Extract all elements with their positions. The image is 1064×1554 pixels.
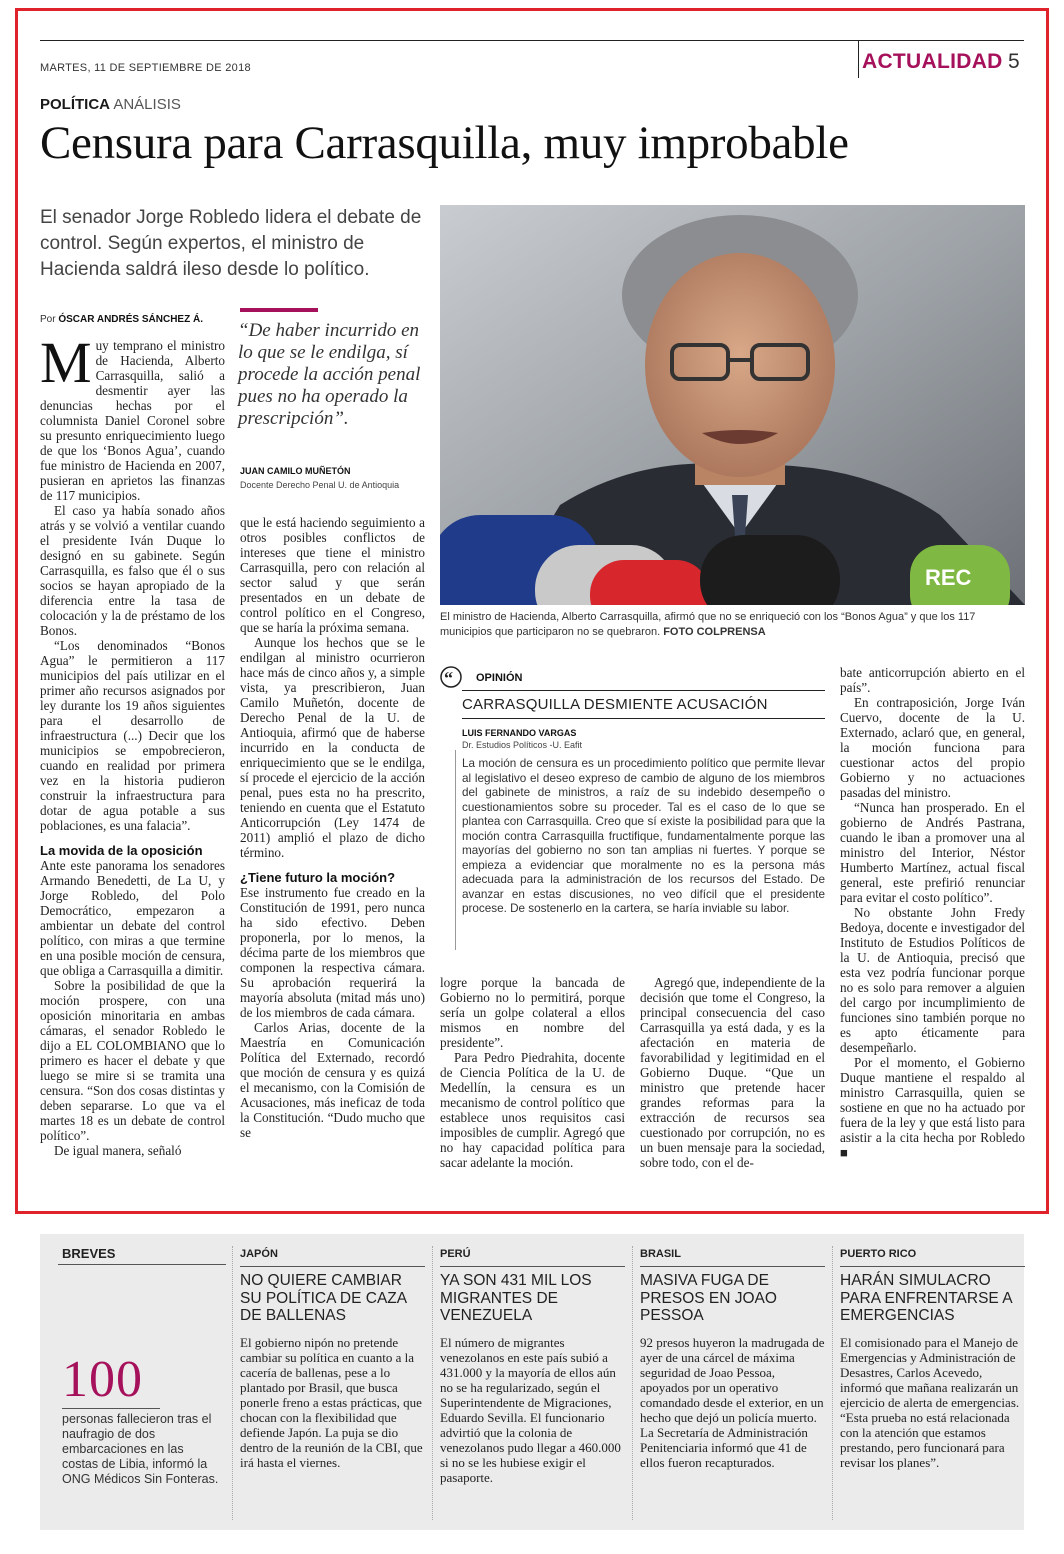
brief-place: PERÚ bbox=[440, 1248, 471, 1260]
article-column-4 bbox=[640, 975, 825, 1170]
opinion-rule bbox=[462, 718, 825, 719]
article-paragraph: que le está haciendo seguimiento a otros posibles conflictos de intereses que tiene el ministro Carrasquilla, pero con relación al sector salud y que serán presentados en un debate de control político en el Congreso, que se haría la próxima semana. bbox=[240, 515, 425, 635]
kicker-topic: POLÍTICA bbox=[40, 96, 110, 113]
article-paragraph: No obstante John Fredy Bedoya, docente e investigador del Instituto de Estudios Políticos de la U. de Antioquia, precisó que esta vez podría funcionar porque no es solo para remover a alguien del cargo por incumplimiento de funciones sino también porque no es apto éticamente para desempeñarlo. bbox=[840, 905, 1025, 1055]
article-paragraph: En contraposición, Jorge Iván Cuervo, docente de la U. Externado, aclaró que, en general, la moción funciona para cuestionar actos del propio Gobierno y no actuaciones pasadas del ministro. bbox=[840, 695, 1025, 800]
pull-quote: “De haber incurrido en lo que se le endilga, sí procede la acción penal pues no ha operado la prescripción”. bbox=[238, 320, 421, 429]
drop-cap: M bbox=[40, 330, 92, 395]
article-column-3 bbox=[440, 975, 625, 1170]
brief-item bbox=[840, 1248, 1025, 1470]
byline bbox=[40, 314, 203, 325]
article-paragraph: De igual manera, señaló bbox=[54, 1143, 182, 1158]
subhead: ¿Tiene futuro la moción? bbox=[240, 870, 396, 885]
end-mark: ■ bbox=[840, 1145, 848, 1160]
brief-title: HARÁN SIMULACRO PARA ENFRENTARSE A EMERGENCIAS bbox=[840, 1272, 1012, 1324]
article-paragraph: Por el momento, el Gobierno Duque mantiene el respaldo al ministro Carrasquilla, quien se sostiene en que no ha actuado por fuera de la ley y que está listo para asistir a la cita hecha por Robledo ■ bbox=[840, 1055, 1025, 1160]
brief-text: 92 presos huyeron la madrugada de ayer de una cárcel de máxima seguridad de Joao Pessoa, apoyados por un operativo comandado desde el exterior, en un hecho que dejó un policía muerto. La Secretaría de Administración Penitenciaria informó que 41 de ellos fueron recapturados. bbox=[640, 1334, 825, 1470]
brief-rule bbox=[840, 1266, 1025, 1267]
breves-title: BREVES bbox=[62, 1246, 116, 1261]
brief-title: NO QUIERE CAMBIAR SU POLÍTICA DE CAZA DE BALLENAS bbox=[240, 1272, 407, 1324]
quote-rule bbox=[240, 308, 318, 312]
breves-big-number: 100 bbox=[62, 1351, 143, 1408]
article-paragraph: Carlos Arias, docente de la Maestría en Comunicación Política del Externado, recordó que moción de censura y es quizá el mecanismo, con la Comisión de Acusaciones, más ineficaz de toda la Constitución. “Dudo mucho que se bbox=[240, 1020, 425, 1140]
brief-title: YA SON 431 MIL LOS MIGRANTES DE VENEZUELA bbox=[440, 1272, 592, 1324]
column-separator bbox=[832, 1246, 833, 1520]
breves-number-rule bbox=[62, 1408, 160, 1409]
brief-item bbox=[640, 1248, 825, 1470]
article-paragraph: Aunque los hechos que se le endilgan al ministro ocurrieron hace más de cinco años y, a simple vista, ya prescribieron, Juan Camilo Muñetón, docente de Derecho Penal de la U. de Antioquia, afirmó que de haberse incurrido en la conducta de enriquecimiento que se le endilga, sí procede el ejercicio de la acción penal, pues esta no ha prescrito, teniendo en cuenta que el Estatuto Anticorrupción (Ley 1474 de 2011) amplió el plazo de dicho término. bbox=[240, 635, 425, 860]
column-separator bbox=[432, 1246, 433, 1520]
breves-rule bbox=[58, 1264, 226, 1265]
article-paragraph: Sobre la posibilidad de que la moción prospere, con una oposición minoritaria en ambas cámaras, el senador Robledo le dijo a EL COLOMBIANO que lo primero es hacer el debate y que luego se mire si se tramita una censura. “Son dos cosas distintas y deben separarse. Lo que va el martes 18 es un debate de control político”. bbox=[40, 978, 225, 1143]
kicker bbox=[40, 96, 181, 113]
dateline: MARTES, 11 DE SEPTIEMBRE DE 2018 bbox=[40, 62, 251, 74]
section-name: ACTUALIDAD bbox=[862, 50, 1003, 73]
brief-item bbox=[440, 1248, 625, 1485]
article-column-5 bbox=[840, 665, 1025, 1160]
photo-caption bbox=[440, 610, 1025, 640]
mic-label: REC bbox=[925, 565, 972, 590]
deck: El senador Jorge Robledo lidera el debate de control. Según expertos, el ministro de Hacienda saldrá ileso desde lo político. bbox=[40, 207, 422, 280]
article-paragraph: bate anticorrupción abierto en el país”. bbox=[840, 665, 1025, 695]
svg-text:“: “ bbox=[444, 668, 453, 688]
column-separator bbox=[632, 1246, 633, 1520]
quote-marks-icon bbox=[440, 666, 462, 688]
quote-role: Docente Derecho Penal U. de Antioquia bbox=[240, 480, 400, 490]
quote-author: JUAN CAMILO MUÑETÓN bbox=[240, 466, 351, 476]
opinion-divider bbox=[455, 750, 456, 950]
column-separator bbox=[232, 1246, 233, 1520]
opinion-author: LUIS FERNANDO VARGAS bbox=[462, 728, 577, 738]
breves-number-text: personas fallecieron tras el naufragio de dos embarcaciones en las costas de Libia, informó la ONG Médicos Sin Fonteras. bbox=[62, 1412, 219, 1486]
brief-rule bbox=[440, 1266, 625, 1267]
headline: Censura para Carrasquilla, muy improbable bbox=[40, 117, 849, 169]
kicker-type: ANÁLISIS bbox=[113, 96, 181, 113]
article-paragraph: Para Pedro Piedrahita, docente de Ciencia Política de la U. de Medellín, la censura es un mecanismo de control político que establece unos requisitos casi imposibles de cumplir. Agregó que no hay capacidad política para sacar adelante la moción. bbox=[440, 1050, 625, 1170]
brief-text: El comisionado para el Manejo de Emergencias y Administración de Desastres, Carlos Acevedo, informó que mañana realizarán un ejercicio de alerta de emergencias. “Esta prueba no está relacionada con la atención que estamos prestando, pero funcionará para revisar los planes”. bbox=[840, 1334, 1020, 1470]
byline-prefix: Por bbox=[40, 314, 56, 325]
opinion-label: OPINIÓN bbox=[476, 672, 523, 684]
article-column-1 bbox=[40, 330, 225, 1158]
article-paragraph: “Nunca han prosperado. En el gobierno de Andrés Pastrana, cuando le iban a promover una al ministro del Interior, Néstor Humberto Martínez, actual fiscal general, este prefirió renunciar para evitar el costo político”. bbox=[840, 800, 1025, 905]
article-paragraph: logre porque la bancada de Gobierno no lo permitirá, porque sería un golpe colateral a ellos mismos en nombre del presidente”. bbox=[440, 975, 625, 1050]
article-paragraph: Ante este panorama los senadores Armando Benedetti, de La U, y Jorge Robledo, del Polo Democrático, empezaron a ambientar un debate del control político, con miras a que termine en una posible moción de censura, que obliga a Carrasquilla a dimitir. bbox=[40, 858, 225, 978]
subhead: La movida de la oposición bbox=[40, 843, 203, 858]
brief-text: El gobierno nipón no pretende cambiar su política en cuanto a la cacería de ballenas, pese a lo plantado por Brasil, que busca ponerle freno a estas prácticas, que chocan con la flexibilidad que defiende Japón. La puja se dio dentro de la reunión de la CBI, que irá hasta el viernes. bbox=[240, 1334, 423, 1470]
article-paragraph: El caso ya había sonado años atrás y se volvió a ventilar cuando el presidente Iván Duque lo designó en su gabinete. Según Carrasquilla, es falso que él o sus socios se hayan apropiado de la diferencia entre la tasa de colocación y la de préstamo de los Bonos. bbox=[40, 503, 225, 638]
article-paragraph: “Los denominados “Bonos Agua” le permitieron a 117 municipios del país utilizar en el primer año recursos asignados por ley durante los 19 años siguientes para el desarrollo de infraestructura (...) Decir que los municipios se empobrecieron, cuando en realidad por primera vez en la historia pudieron construir la infraestructura para dotar de agua potable a sus poblaciones, es una falacia”. bbox=[40, 638, 225, 833]
article-photo bbox=[440, 205, 1025, 605]
brief-place: BRASIL bbox=[640, 1248, 681, 1260]
brief-title: MASIVA FUGA DE PRESOS EN JOAO PESSOA bbox=[640, 1272, 777, 1324]
caption-text: El ministro de Hacienda, Alberto Carrasquilla, afirmó que no se enriqueció con los “Bonos Agua” y que los 117 municipios que participaron no se quebraron. bbox=[440, 611, 976, 638]
brief-place: JAPÓN bbox=[240, 1248, 278, 1260]
opinion-role: Dr. Estudios Políticos -U. Eafit bbox=[462, 740, 583, 750]
article-paragraph: Ese instrumento fue creado en la Constitución de 1991, pero nunca ha sido efectivo. Deben proponerla, por lo menos, la décima parte de los miembros que componen la respectiva cámara. Su aprobación requerirá la mayoría absoluta (mitad más uno) de los miembros de cada cámara. bbox=[240, 885, 425, 1020]
brief-rule bbox=[240, 1266, 425, 1267]
article-paragraph: Muy temprano el ministro de Hacienda, Alberto Carrasquilla, salió a desmentir ayer las denuncias hechas por el columnista Daniel Coronel sobre su presunto enriquecimiento luego de que los ‘Bonos Agua’, cuando fue ministro de Hacienda en 2007, pusieran en aprietos las finanzas de 117 municipios. bbox=[40, 330, 225, 503]
photo-credit: FOTO COLPRENSA bbox=[663, 626, 766, 638]
article-column-2 bbox=[240, 515, 425, 1140]
brief-rule bbox=[640, 1266, 825, 1267]
article-paragraph: Agregó que, independiente de la decisión que tome el Congreso, la principal consecuencia del caso Carrasquilla ya está dada, y es la afectación en materia de favorabilidad y legitimidad en el Gobierno Duque. “Que un ministro que pretende hacer grandes reformas para la extracción de recursos sea cuestionado por corrupción, no es un buen mensaje para la sociedad, sobre todo, con el de- bbox=[640, 975, 826, 1170]
opinion-title: CARRASQUILLA DESMIENTE ACUSACIÓN bbox=[462, 696, 768, 713]
brief-item bbox=[240, 1248, 425, 1470]
brief-place: PUERTO RICO bbox=[840, 1248, 917, 1260]
page-number: 5 bbox=[1008, 50, 1020, 73]
brief-text: El número de migrantes venezolanos en este país subió a 431.000 y la mayoría de ellos aún no se ha regularizado, según el Superintendente de Migraciones, Eduardo Sevilla. El funcionario advirtió que la colonia de venezolanos pudo llegar a 460.000 si no se les hubiese exigir el pasaporte. bbox=[440, 1334, 621, 1485]
opinion-rule bbox=[462, 690, 825, 691]
byline-author: ÓSCAR ANDRÉS SÁNCHEZ Á. bbox=[58, 314, 203, 325]
opinion-body: La moción de censura es un procedimiento político que permite llevar al legislativo el deseo expreso de cambio de alguno de los miembros del gabinete de ministros, a raíz de su indebido desempeño o cuestionamientos sobre su proceder. Tal es el caso de lo que se plantea con Carrasquilla. Creo que sí existe la posibilidad para que la moción contra Carrasquilla fructifique, fundamentalmente porque las mayorías del gobierno no son tan amplias ni fuertes. Y porque se empieza a evidenciar que moralmente no es la persona más adecuada para la administración de los recursos del Estado. De avanzar en estas discusiones, no veo difícil que el presidente procese. De sostenerlo en la cartera, se haría inviable su labor. bbox=[462, 757, 825, 915]
